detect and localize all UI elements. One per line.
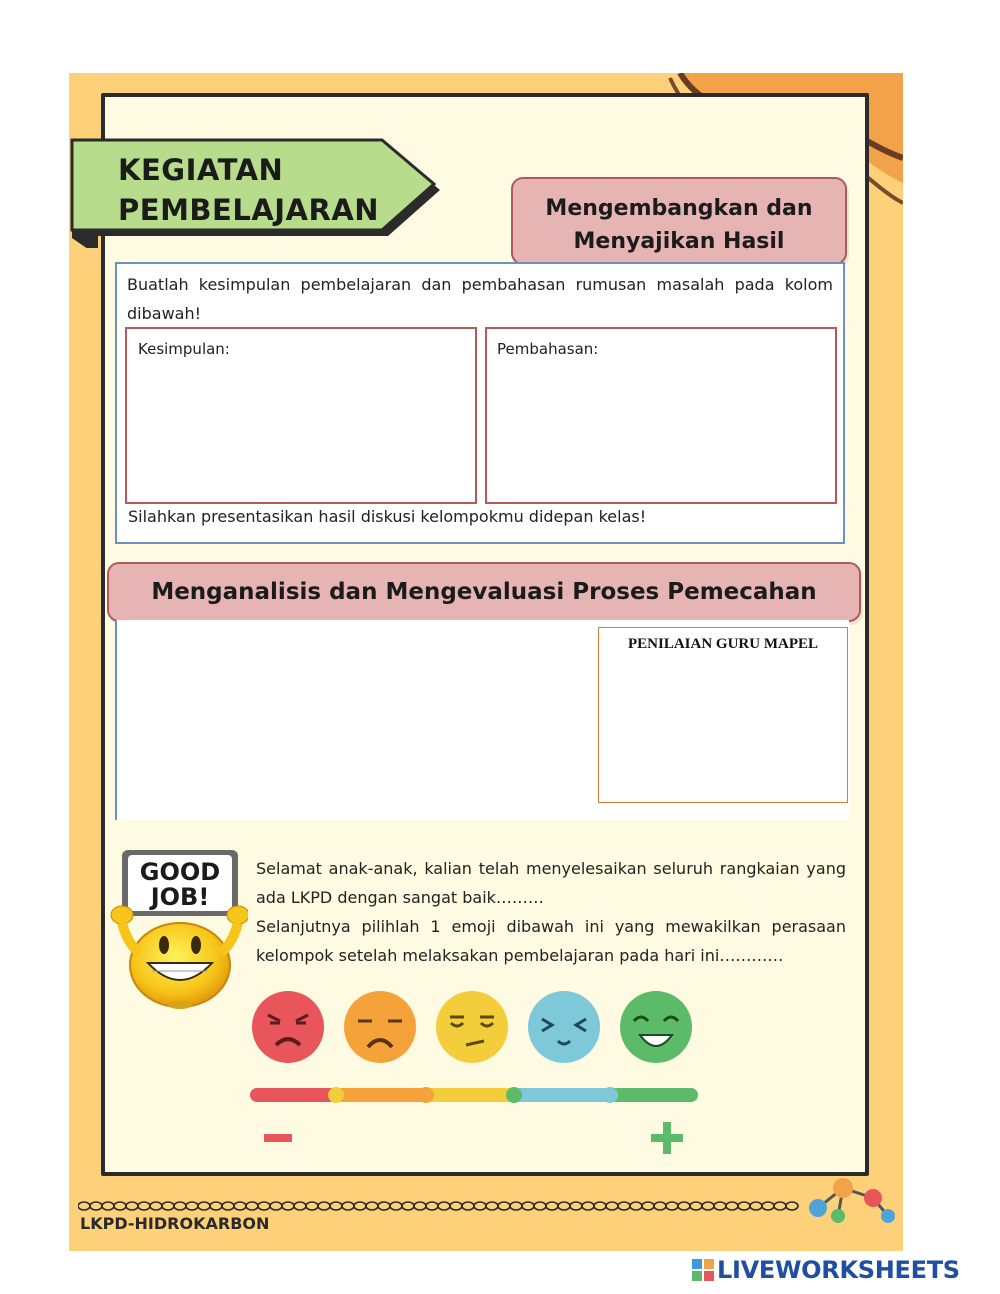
chain-link (750, 1202, 762, 1210)
chain-link (786, 1202, 798, 1210)
chain-link (534, 1202, 546, 1210)
grinning-face-icon[interactable] (620, 991, 692, 1063)
chain-link (630, 1202, 642, 1210)
chain-link (690, 1202, 702, 1210)
instruction-text: Buatlah kesimpulan pembelajaran dan pembahasan rumusan masalah pada kolom dibawah! (127, 275, 833, 323)
chain-link (342, 1202, 354, 1210)
footer-label: LKPD-HIDROKARBON (80, 1214, 270, 1233)
molecule-icon (798, 1168, 898, 1228)
chain-link (582, 1202, 594, 1210)
liveworksheets-text: LIVEWORKSHEETS (717, 1256, 960, 1284)
minus-icon (264, 1134, 292, 1142)
chain-link (498, 1202, 510, 1210)
chain-link (594, 1202, 606, 1210)
chain-link (330, 1202, 342, 1210)
title-line-1: KEGIATAN (118, 153, 284, 187)
good-job-emoji-icon (108, 845, 248, 1010)
chain-link (318, 1202, 330, 1210)
discussion-label: Pembahasan: (497, 340, 599, 358)
message-paragraph-2: Selanjutnya pilihlah 1 emoji dibawah ini yang mewakilkan perasaan kelompok setelah melaksakan pembelajaran pada hari ini………… (256, 917, 846, 965)
page-title (118, 150, 398, 230)
title-line-2: PEMBELAJARAN (118, 193, 380, 227)
chain-link (210, 1202, 222, 1210)
chain-link (558, 1202, 570, 1210)
chain-decoration (78, 1198, 808, 1214)
unamused-face-icon[interactable] (436, 991, 508, 1063)
chain-link (474, 1202, 486, 1210)
chain-link (198, 1202, 210, 1210)
chain-link (522, 1202, 534, 1210)
chain-link (666, 1202, 678, 1210)
chain-link (726, 1202, 738, 1210)
chain-link (390, 1202, 402, 1210)
presentation-instruction: Silahkan presentasikan hasil diskusi kelompokmu didepan kelas! (128, 507, 647, 526)
liveworksheets-icon (692, 1259, 714, 1281)
good-job-sign-line-1: GOOD (139, 858, 221, 886)
chain-link (678, 1202, 690, 1210)
chain-link (762, 1202, 774, 1210)
chain-link (642, 1202, 654, 1210)
content-face-icon[interactable] (528, 991, 600, 1063)
chain-link (570, 1202, 582, 1210)
chain-link (378, 1202, 390, 1210)
chain-link (138, 1202, 150, 1210)
chain-link (702, 1202, 714, 1210)
chain-link (402, 1202, 414, 1210)
chain-link (282, 1202, 294, 1210)
chain-link (450, 1202, 462, 1210)
chain-link (714, 1202, 726, 1210)
section1-title-line-2: Menyajikan Hasil (573, 229, 785, 254)
chain-link (774, 1202, 786, 1210)
chain-link (78, 1202, 90, 1210)
chain-link (114, 1202, 126, 1210)
chain-link (654, 1202, 666, 1210)
chain-link (294, 1202, 306, 1210)
chain-link (186, 1202, 198, 1210)
teacher-grade-title: PENILAIAN GURU MAPEL (627, 636, 818, 652)
chain-link (354, 1202, 366, 1210)
chain-link (606, 1202, 618, 1210)
chain-link (174, 1202, 186, 1210)
chain-link (486, 1202, 498, 1210)
chain-link (738, 1202, 750, 1210)
chain-link (546, 1202, 558, 1210)
message-paragraph-1: Selamat anak-anak, kalian telah menyelesaikan seluruh rangkaian yang ada LKPD dengan sangat baik……… (256, 859, 846, 907)
feeling-scale (248, 1084, 708, 1154)
liveworksheets-logo (692, 1255, 960, 1285)
chain-link (414, 1202, 426, 1210)
angry-face-icon[interactable] (252, 991, 324, 1063)
chain-link (90, 1202, 102, 1210)
conclusion-label: Kesimpulan: (138, 340, 230, 358)
chain-link (150, 1202, 162, 1210)
chain-link (426, 1202, 438, 1210)
teacher-grade-box[interactable] (598, 627, 848, 803)
chain-link (258, 1202, 270, 1210)
section-develop-present-header (511, 177, 847, 265)
chain-link (306, 1202, 318, 1210)
section-analyze-evaluate-header: Menganalisis dan Mengevaluasi Proses Pemecahan (107, 562, 861, 622)
chain-link (618, 1202, 630, 1210)
good-job-sign-line-2: JOB! (150, 883, 210, 911)
sad-face-icon[interactable] (344, 991, 416, 1063)
chain-link (270, 1202, 282, 1210)
chain-link (126, 1202, 138, 1210)
chain-link (102, 1202, 114, 1210)
chain-link (222, 1202, 234, 1210)
chain-link (438, 1202, 450, 1210)
chain-link (162, 1202, 174, 1210)
chain-link (510, 1202, 522, 1210)
chain-link (234, 1202, 246, 1210)
plus-icon (651, 1122, 683, 1154)
congratulation-message (256, 854, 846, 970)
chain-link (462, 1202, 474, 1210)
chain-link (366, 1202, 378, 1210)
emoji-choices (248, 990, 708, 1065)
chain-link (246, 1202, 258, 1210)
section1-title-line-1: Mengembangkan dan (545, 196, 813, 221)
